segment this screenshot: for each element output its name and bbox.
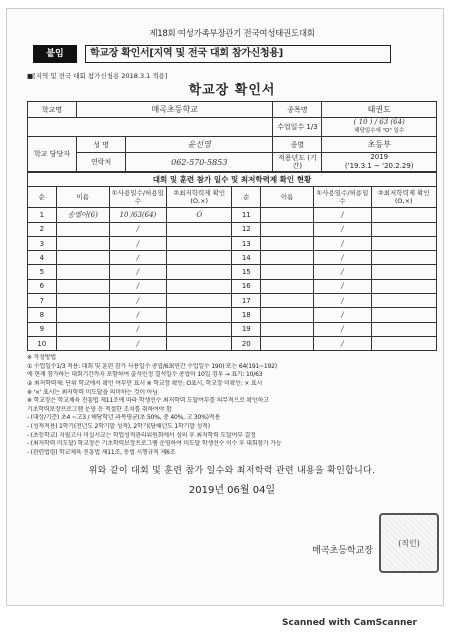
cell-check — [167, 322, 232, 336]
header-days: ①사용일수/허용일수 — [314, 187, 371, 208]
principal-signature: 매곡초등학교장 — [312, 546, 373, 556]
cell-name — [261, 308, 314, 322]
event-title: 제18회 여성가족부장관기 전국여성태권도대회 — [149, 29, 315, 39]
school-value: 매곡초등학교 — [77, 102, 273, 118]
cell-no: 18 — [232, 308, 261, 322]
header-check: ②최저학력제 확인(O,×) — [167, 187, 232, 208]
main-title: 학교장 확인서 — [188, 83, 276, 98]
cell-check — [167, 265, 232, 279]
form-box-title: 학교장 확인서[지역 및 전국 대회 참가신청용] — [85, 45, 391, 63]
cell-no: 14 — [232, 251, 261, 265]
officer-label: 학교 담당자 — [28, 137, 77, 172]
cell-check — [167, 251, 232, 265]
cell-days: / — [314, 336, 371, 350]
participants-table — [27, 172, 437, 351]
school-label: 학교명 — [28, 102, 77, 118]
cell-check — [167, 222, 232, 236]
sport-value: 태권도 — [322, 102, 437, 118]
cell-days: / — [314, 308, 371, 322]
cell-no: 17 — [232, 294, 261, 308]
cell-check — [371, 265, 437, 279]
note-line: - (성적적용) 1학기(전년도 2학기말 성적), 2학기(당해년도 1학기말 성적) — [27, 423, 210, 431]
note-line: ※ 학교장은 학교체육 진흥법 제11조에 따라 학생선수 최저학력 도달여부를 의무적으로 확인하고 — [27, 397, 269, 405]
cell-name — [56, 251, 109, 265]
cell-name — [261, 208, 314, 222]
cell-no: 4 — [28, 251, 57, 265]
cell-check: O — [167, 208, 232, 222]
cell-no: 20 — [232, 336, 261, 350]
cell-no: 8 — [28, 308, 57, 322]
cell-no: 12 — [232, 222, 261, 236]
cell-check — [371, 279, 437, 293]
cell-name — [56, 222, 109, 236]
note-line: ② 최저학력제: 단위 학교에서 확인 여부만 표시 ※ 학교장 확인: O표시, 학교장 미확인: × 표시 — [27, 380, 263, 388]
cell-check — [371, 322, 437, 336]
name-value: 윤선영 — [126, 137, 273, 153]
participant-rows — [28, 208, 437, 351]
cell-name — [261, 251, 314, 265]
note-line: - (대상/기준) 초4 ~고3 / 해당학년 과목평균(초 50%, 중 40%, 고 30%)적용 — [27, 414, 220, 422]
cell-check — [371, 336, 437, 350]
cell-check — [371, 308, 437, 322]
school-info-table — [27, 101, 437, 172]
header-no: 순 — [232, 187, 261, 208]
note-line: ① 수업일수1/3 적용: 대회 및 훈련 참가 사용일수 총합/63(연간 수업일수 190) 또는 64(191~192) — [27, 362, 277, 370]
table-row — [28, 251, 437, 265]
cell-no: 6 — [28, 279, 57, 293]
cell-name — [56, 308, 109, 322]
cell-no: 3 — [28, 236, 57, 250]
table-row — [28, 208, 437, 222]
cell-days: / — [314, 279, 371, 293]
cell-name — [56, 336, 109, 350]
cell-name — [261, 236, 314, 250]
cell-days: / — [314, 265, 371, 279]
cell-days: / — [314, 294, 371, 308]
cell-name — [56, 279, 109, 293]
cell-check — [167, 279, 232, 293]
form-note: ■[지역 및 전국 대회 참가신청용 2018.3.1 적용] — [27, 72, 168, 80]
cell-no: 15 — [232, 265, 261, 279]
official-seal — [379, 513, 439, 573]
writing-instructions — [27, 354, 437, 457]
cell-check — [167, 236, 232, 250]
cell-no: 11 — [232, 208, 261, 222]
table-row — [28, 294, 437, 308]
class-days-cell — [322, 118, 437, 137]
cell-days: / — [109, 308, 166, 322]
header-no: 순 — [28, 187, 57, 208]
table-row — [28, 308, 437, 322]
cell-no: 9 — [28, 322, 57, 336]
document — [27, 27, 437, 497]
period-cell — [322, 153, 437, 172]
cell-days: / — [109, 294, 166, 308]
cell-no: 1 — [28, 208, 57, 222]
cell-days: / — [314, 208, 371, 222]
cell-name — [261, 294, 314, 308]
note-line: ※ '×' 표시는 최저학력 미도달을 의미하는 것이 아님 — [27, 388, 158, 396]
cell-days: / — [314, 322, 371, 336]
cell-check — [371, 236, 437, 250]
period-label: 적용년도 (기간) — [273, 153, 322, 172]
attachment-tag: 붙임 — [33, 45, 77, 63]
cell-days: / — [314, 236, 371, 250]
cell-check — [167, 336, 232, 350]
note-line: ※ 작성방법 — [27, 354, 56, 362]
cell-check — [371, 294, 437, 308]
cell-name: 송엘아(6) — [56, 208, 109, 222]
cell-check — [371, 208, 437, 222]
gender-value: 초등부 — [322, 137, 437, 153]
table-row — [28, 336, 437, 350]
note-line: 에 현재 참가하는 대회기간까지 포함하여 출석인정 결석일수 총합이 10일 경우 → 표기: 10/63 — [27, 371, 263, 379]
scanned-page — [6, 8, 444, 606]
cell-days: / — [109, 251, 166, 265]
cell-name — [56, 265, 109, 279]
table-row — [28, 322, 437, 336]
class-days-label: 수업일수 1/3 — [273, 118, 322, 137]
cell-name — [56, 322, 109, 336]
note-line: - (최저학력 미도달) 학교장은 기초학력보장프로그램 운영하여 미도달 학생선수 이수 후 대회참가 가능 — [27, 440, 282, 448]
table-row — [28, 279, 437, 293]
cell-name — [261, 322, 314, 336]
contact-label: 연락처 — [77, 153, 126, 172]
contact-value: 062-570-5853 — [126, 153, 273, 172]
cell-name — [261, 222, 314, 236]
cell-days: / — [109, 279, 166, 293]
cell-days: / — [314, 251, 371, 265]
cell-days: / — [109, 336, 166, 350]
title-bar — [27, 45, 437, 65]
cell-check — [371, 251, 437, 265]
camscanner-watermark: Scanned with CamScanner — [282, 618, 417, 628]
cell-name — [261, 336, 314, 350]
cell-name — [261, 279, 314, 293]
cell-check — [167, 294, 232, 308]
class-days-value: ( 10 ) / 63 (64) — [353, 118, 405, 126]
confirmation-text: 위와 같이 대회 및 훈련 참가 일수와 최저학력 관련 내용을 확인합니다. — [88, 466, 376, 477]
cell-days: 10 /63(64) — [109, 208, 166, 222]
header-check: ②최저학력제 확인(O,×) — [371, 187, 437, 208]
issue-date: 2019년 06월 04일 — [188, 485, 276, 497]
name-label: 성 명 — [77, 137, 126, 153]
note-line: 기초학력보장프로그램 운영 등 적절한 조치를 취하여야 함 — [27, 405, 172, 413]
cell-days: / — [314, 222, 371, 236]
cell-no: 16 — [232, 279, 261, 293]
header-name: 이름 — [261, 187, 314, 208]
header-name: 이름 — [56, 187, 109, 208]
note-line: - (관련법령) 학교체육 진흥법 제11조, 동법 시행규칙 제6조 — [27, 448, 176, 456]
section-title: 대회 및 훈련 참가 일수 및 최저학력제 확인 현황 — [28, 173, 437, 187]
table-row — [28, 236, 437, 250]
period-range: ('19.3.1 ~ '20.2.29) — [344, 162, 414, 170]
header-days: ①사용일수/허용일수 — [109, 187, 166, 208]
seal-text: (직인) — [398, 538, 420, 548]
period-year: 2019 — [370, 153, 389, 161]
cell-name — [56, 236, 109, 250]
cell-no: 5 — [28, 265, 57, 279]
note-line: - (초등학교) 지필고사 미실시교는 학업성적관리위원회에서 심의 후 최저학력 도달여부 결정 — [27, 431, 256, 439]
cell-days: / — [109, 322, 166, 336]
gender-label: 종별 — [273, 137, 322, 153]
cell-name — [56, 294, 109, 308]
cell-no: 13 — [232, 236, 261, 250]
cell-name — [261, 265, 314, 279]
table-row — [28, 222, 437, 236]
cell-days: / — [109, 236, 166, 250]
cell-no: 7 — [28, 294, 57, 308]
cell-days: / — [109, 265, 166, 279]
class-days-note: 해당일수에 "O" 일수 — [354, 128, 405, 134]
table-row — [28, 265, 437, 279]
sport-label: 종목명 — [273, 102, 322, 118]
cell-check — [371, 222, 437, 236]
cell-no: 2 — [28, 222, 57, 236]
cell-no: 10 — [28, 336, 57, 350]
cell-no: 19 — [232, 322, 261, 336]
cell-check — [167, 308, 232, 322]
cell-days: / — [109, 222, 166, 236]
